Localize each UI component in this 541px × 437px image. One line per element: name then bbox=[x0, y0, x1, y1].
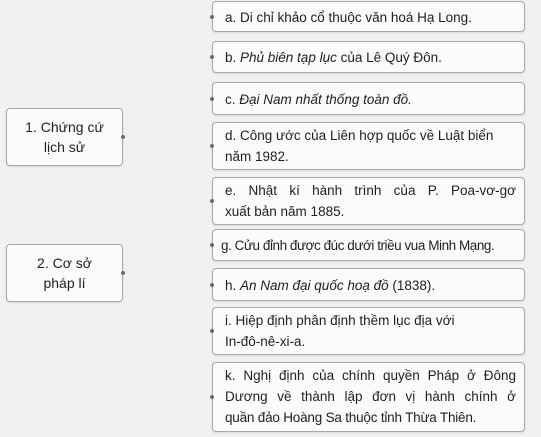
item-text-line: d. Công ước của Liên hợp quốc về Luật biển bbox=[225, 128, 494, 143]
item-box-e[interactable] bbox=[212, 177, 525, 225]
item-text bbox=[225, 47, 442, 68]
connector-dot[interactable] bbox=[210, 55, 214, 59]
item-box-h[interactable] bbox=[212, 268, 525, 301]
category-label-line: 1. Chứng cứ bbox=[25, 119, 104, 135]
connector-dot[interactable] bbox=[210, 97, 214, 101]
item-text bbox=[225, 275, 435, 296]
category-label-line: lịch sử bbox=[43, 139, 86, 155]
item-prefix: b. bbox=[225, 50, 241, 65]
item-title-italic: Đại Nam nhất thống toàn đồ. bbox=[239, 91, 412, 107]
connector-dot[interactable] bbox=[121, 271, 125, 275]
item-prefix: h. bbox=[225, 277, 241, 293]
item-text-line: e. Nhật kí hành trình của P. Poa-vơ-gơ bbox=[225, 183, 516, 198]
item-title-italic: An Nam đại quốc hoạ đồ bbox=[240, 277, 389, 293]
item-suffix: của Lê Quý Đôn. bbox=[336, 50, 442, 65]
item-text: a. Di chỉ khảo cổ thuộc văn hoá Hạ Long. bbox=[225, 9, 472, 25]
item-text-line: i. Hiệp định phân định thềm lục địa với bbox=[225, 313, 455, 328]
connector-dot[interactable] bbox=[121, 135, 125, 139]
category-label bbox=[25, 117, 104, 157]
item-box-a[interactable] bbox=[212, 1, 525, 32]
connector-dot[interactable] bbox=[210, 329, 214, 333]
connector-dot[interactable] bbox=[210, 283, 214, 287]
connector-dot[interactable] bbox=[210, 243, 214, 247]
item-box-d[interactable] bbox=[212, 122, 525, 170]
category-box-historical-evidence[interactable] bbox=[6, 108, 123, 166]
item-text-line: k. Nghị định của chính quyền Pháp ở Đông bbox=[225, 368, 516, 383]
category-box-legal-basis[interactable] bbox=[6, 244, 123, 302]
connector-dot[interactable] bbox=[210, 395, 214, 399]
item-text-line: xuất bản năm 1885. bbox=[225, 204, 345, 219]
item-text-line: năm 1982. bbox=[225, 149, 289, 164]
connector-dot[interactable] bbox=[210, 144, 214, 148]
item-title-italic: Phủ biên tạp lục bbox=[240, 50, 337, 65]
item-box-k[interactable] bbox=[212, 362, 525, 432]
item-text bbox=[225, 89, 412, 110]
item-suffix: (1838). bbox=[388, 277, 436, 293]
item-box-b[interactable] bbox=[212, 41, 525, 73]
category-label bbox=[37, 253, 92, 293]
item-prefix: c. bbox=[225, 91, 240, 107]
connector-dot[interactable] bbox=[210, 15, 214, 19]
item-box-c[interactable] bbox=[212, 82, 525, 115]
category-label-line: pháp lí bbox=[43, 275, 86, 291]
connector-dot[interactable] bbox=[210, 199, 214, 203]
item-box-i[interactable] bbox=[212, 307, 525, 355]
item-box-g[interactable] bbox=[212, 229, 525, 261]
item-text-line: quần đảo Hoàng Sa thuộc tỉnh Thừa Thiên. bbox=[225, 410, 477, 425]
category-label-line: 2. Cơ sở bbox=[37, 255, 92, 271]
item-text: g. Cửu đỉnh được đúc dưới triều vua Minh Mạng. bbox=[221, 238, 495, 253]
item-text-line: Dương về thành lập đơn vị hành chính ở bbox=[225, 389, 516, 404]
item-text-line: In-đô-nê-xi-a. bbox=[225, 334, 306, 349]
